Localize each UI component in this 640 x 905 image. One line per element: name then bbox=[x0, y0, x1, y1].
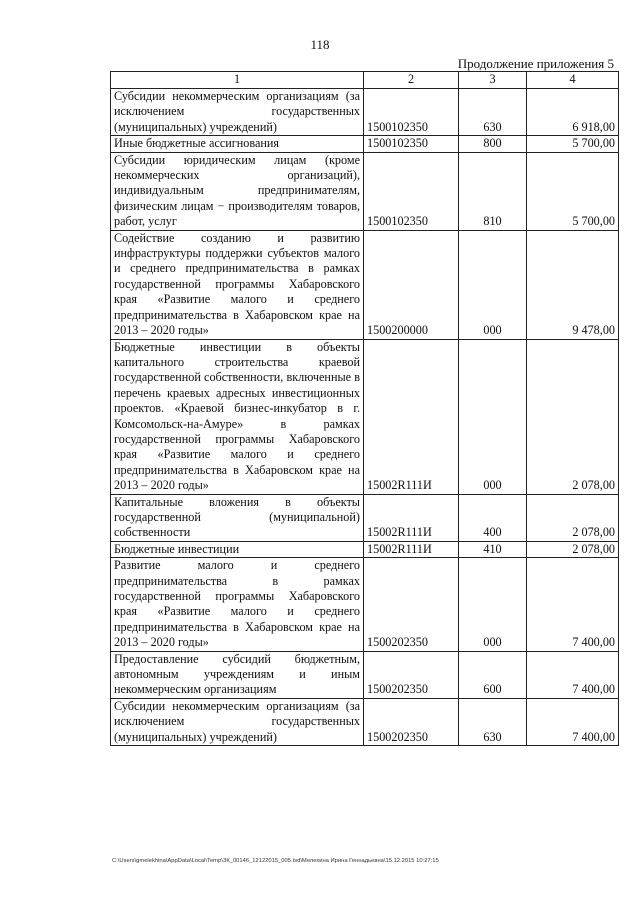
row-code: 1500102350 bbox=[364, 136, 459, 152]
row-code: 1500202350 bbox=[364, 558, 459, 651]
table-row bbox=[111, 339, 619, 494]
column-header-sum: 4 bbox=[527, 72, 619, 89]
table-row bbox=[111, 494, 619, 541]
row-sum: 5 700,00 bbox=[527, 152, 619, 230]
row-sum: 9 478,00 bbox=[527, 230, 619, 339]
row-code: 15002R111И bbox=[364, 541, 459, 557]
appendix-continuation-label: Продолжение приложения 5 bbox=[457, 56, 614, 71]
row-expense-type: 800 bbox=[459, 136, 527, 152]
row-code: 1500202350 bbox=[364, 651, 459, 698]
row-expense-type: 630 bbox=[459, 89, 527, 136]
row-name: Субсидии некоммерческим организациям (за исключением государственных (муниципальных) учреждений) bbox=[111, 89, 364, 136]
row-sum: 5 700,00 bbox=[527, 136, 619, 152]
row-code: 15002R111И bbox=[364, 494, 459, 541]
row-sum: 2 078,00 bbox=[527, 339, 619, 494]
row-name: Иные бюджетные ассигнования bbox=[111, 136, 364, 152]
table-row bbox=[111, 230, 619, 339]
row-code: 1500102350 bbox=[364, 89, 459, 136]
row-expense-type: 000 bbox=[459, 558, 527, 651]
row-sum: 7 400,00 bbox=[527, 558, 619, 651]
row-expense-type: 410 bbox=[459, 541, 527, 557]
row-expense-type: 000 bbox=[459, 230, 527, 339]
row-sum: 2 078,00 bbox=[527, 494, 619, 541]
row-expense-type: 630 bbox=[459, 698, 527, 745]
page-number: 118 bbox=[310, 37, 330, 52]
document-footer-path: C:\Users\gmelekhina\AppData\Local\Temp\ЗК_00146_12122015_005.tsd\Мелехина Ирина Геннадьевна\15.12.2015 10:27:15 bbox=[112, 858, 439, 864]
row-expense-type: 600 bbox=[459, 651, 527, 698]
table-row bbox=[111, 698, 619, 745]
row-code: 15002R111И bbox=[364, 339, 459, 494]
column-header-code: 2 bbox=[364, 72, 459, 89]
row-sum: 7 400,00 bbox=[527, 651, 619, 698]
table-header-row bbox=[111, 72, 619, 89]
table-row bbox=[111, 651, 619, 698]
row-sum: 7 400,00 bbox=[527, 698, 619, 745]
row-name: Субсидии юридическим лицам (кроме некоммерческих организаций), индивидуальным предпринимателям, физическим лицам − производителям товаров, работ, услуг bbox=[111, 152, 364, 230]
table-row bbox=[111, 541, 619, 557]
table-row bbox=[111, 152, 619, 230]
row-code: 1500102350 bbox=[364, 152, 459, 230]
row-name: Субсидии некоммерческим организациям (за исключением государственных (муниципальных) учреждений) bbox=[111, 698, 364, 745]
row-expense-type: 400 bbox=[459, 494, 527, 541]
row-name: Бюджетные инвестиции bbox=[111, 541, 364, 557]
row-expense-type: 810 bbox=[459, 152, 527, 230]
table-row bbox=[111, 136, 619, 152]
row-name: Предоставление субсидий бюджетным, автономным учреждениям и иным некоммерческим организациям bbox=[111, 651, 364, 698]
table-row bbox=[111, 89, 619, 136]
budget-table bbox=[110, 71, 619, 746]
row-name: Капитальные вложения в объекты государственной (муниципальной) собственности bbox=[111, 494, 364, 541]
row-sum: 6 918,00 bbox=[527, 89, 619, 136]
row-name: Развитие малого и среднего предпринимательства в рамках государственной программы Хабаровского края «Развитие малого и среднего предпринимательства в Хабаровском крае на 2013 – 2020 годы» bbox=[111, 558, 364, 651]
row-sum: 2 078,00 bbox=[527, 541, 619, 557]
column-header-name: 1 bbox=[111, 72, 364, 89]
row-code: 1500202350 bbox=[364, 698, 459, 745]
table-row bbox=[111, 558, 619, 651]
row-expense-type: 000 bbox=[459, 339, 527, 494]
column-header-expense-type: 3 bbox=[459, 72, 527, 89]
row-name: Бюджетные инвестиции в объекты капитального строительства краевой государственной собственности, включенные в перечень краевых адресных инвестиционных проектов. «Краевой бизнес-инкубатор в г. Комсомольск-на-Амуре» в рамках государственной программы Хабаровского края «Развитие малого и среднего предпринимательства в Хабаровском крае на 2013 – 2020 годы» bbox=[111, 339, 364, 494]
row-name: Содействие созданию и развитию инфраструктуры поддержки субъектов малого и среднего предпринимательства в рамках государственной программы Хабаровского края «Развитие малого и среднего предпринимательства в Хабаровском крае на 2013 – 2020 годы» bbox=[111, 230, 364, 339]
row-code: 1500200000 bbox=[364, 230, 459, 339]
